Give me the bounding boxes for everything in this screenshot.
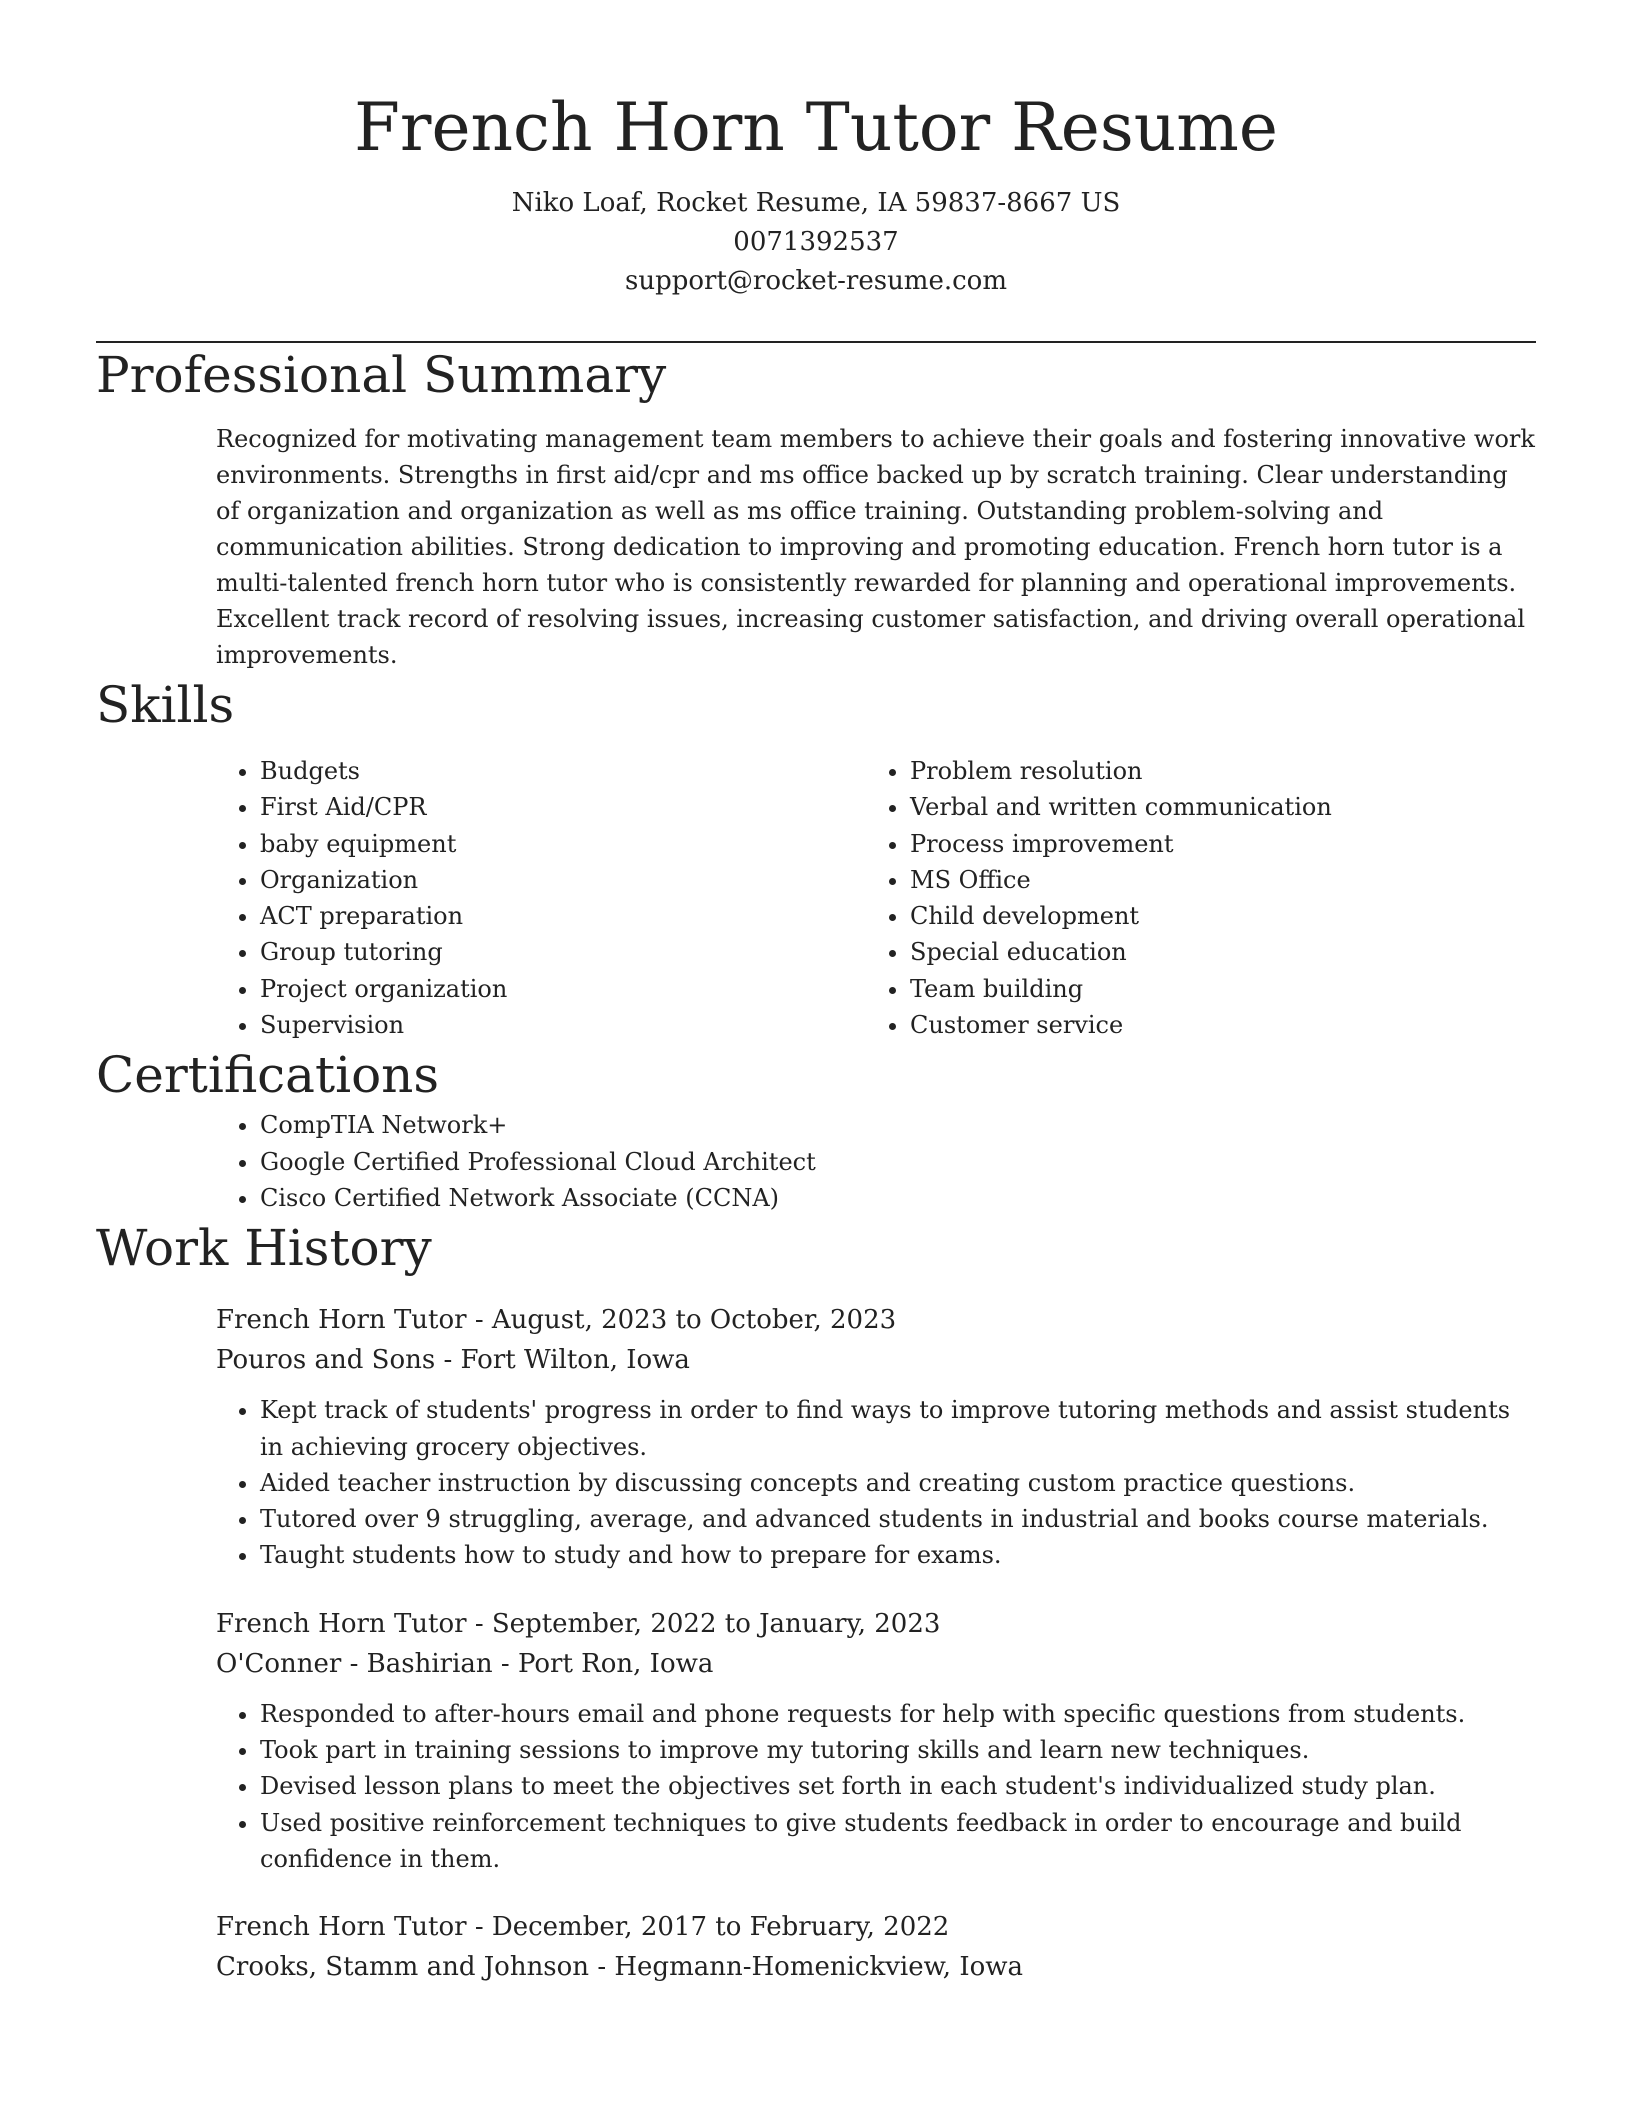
job-company-location: Crooks, Stamm and Johnson - Hegmann-Homenickview, Iowa bbox=[216, 1952, 1024, 1983]
job-bullet: • Tutored over 9 struggling, average, and advanced students in industrial and books course materials. bbox=[260, 1501, 1540, 1537]
contact-block bbox=[96, 184, 1536, 301]
job-bullets bbox=[216, 1392, 1540, 1573]
skill-item: • Verbal and written communication bbox=[910, 789, 1536, 825]
certification-item: • CompTIA Network+ bbox=[260, 1107, 1536, 1143]
skill-item: • ACT preparation bbox=[260, 898, 910, 934]
contact-email: support@rocket-resume.com bbox=[624, 266, 1007, 296]
job-company-location: Pouros and Sons - Fort Wilton, Iowa bbox=[216, 1345, 690, 1376]
certification-item: • Google Certified Professional Cloud Architect bbox=[260, 1144, 1536, 1180]
summary-heading: Professional Summary bbox=[96, 346, 667, 404]
resume-page bbox=[96, 0, 1536, 1987]
work-history-heading: Work History bbox=[96, 1219, 432, 1278]
skill-item: • Customer service bbox=[910, 1007, 1536, 1043]
skill-item: • Child development bbox=[910, 898, 1536, 934]
job-bullet: • Responded to after-hours email and phone requests for help with specific questions from students. bbox=[260, 1696, 1540, 1732]
skill-item: • Group tutoring bbox=[260, 934, 910, 970]
resume-title: French Horn Tutor Resume bbox=[354, 89, 1278, 166]
job-bullets bbox=[216, 1696, 1540, 1877]
skills-column-left bbox=[96, 753, 910, 1043]
job-title-dates: French Horn Tutor - September, 2022 to January, 2023 bbox=[216, 1608, 941, 1639]
job-bullet: • Taught students how to study and how to prepare for exams. bbox=[260, 1537, 1540, 1573]
skills-heading: Skills bbox=[96, 676, 235, 734]
skill-item: • Budgets bbox=[260, 753, 910, 789]
contact-phone: 0071392537 bbox=[733, 227, 899, 257]
skills-grid bbox=[96, 753, 1536, 1043]
skill-item: • Process improvement bbox=[910, 826, 1536, 862]
job-company-location: O'Conner - Bashirian - Port Ron, Iowa bbox=[216, 1648, 714, 1679]
job-bullet: • Aided teacher instruction by discussing concepts and creating custom practice questions. bbox=[260, 1465, 1540, 1501]
skill-item: • Organization bbox=[260, 862, 910, 898]
summary-text: Recognized for motivating management team members to achieve their goals and fostering innovative work environments. Strengths in first aid/cpr and ms office backed up by scratch training. Clear understanding of organization and organization as well as ms office training. Outstanding problem-solving and communication abilities. Strong dedication to improving and promoting education. French horn tutor is a multi-talented french horn tutor who is consistently rewarded for planning and operational improvements. Excellent track record of resolving issues, increasing customer satisfaction, and driving overall operational improvements. bbox=[216, 425, 1535, 669]
certifications-list bbox=[96, 1107, 1536, 1216]
skill-item: • Special education bbox=[910, 934, 1536, 970]
skill-item: • Team building bbox=[910, 971, 1536, 1007]
job-bullet: • Took part in training sessions to improve my tutoring skills and learn new techniques. bbox=[260, 1732, 1540, 1768]
skill-item: • Project organization bbox=[260, 971, 910, 1007]
job-title-dates: French Horn Tutor - August, 2023 to October, 2023 bbox=[216, 1305, 897, 1336]
skill-item: • Problem resolution bbox=[910, 753, 1536, 789]
certification-item: • Cisco Certified Network Associate (CCNA) bbox=[260, 1180, 1536, 1216]
job-entry bbox=[216, 1907, 1536, 1987]
job-entry bbox=[216, 1604, 1536, 1877]
job-bullet: • Kept track of students' progress in order to find ways to improve tutoring methods and assist students in achieving grocery objectives. bbox=[260, 1392, 1540, 1465]
job-title-dates: French Horn Tutor - December, 2017 to February, 2022 bbox=[216, 1912, 950, 1943]
job-bullet: • Used positive reinforcement techniques to give students feedback in order to encourage and build confidence in them. bbox=[260, 1805, 1540, 1878]
skill-item: • baby equipment bbox=[260, 826, 910, 862]
skills-column-right bbox=[910, 753, 1536, 1043]
skill-item: • First Aid/CPR bbox=[260, 789, 910, 825]
job-bullet: • Devised lesson plans to meet the objectives set forth in each student's individualized study plan. bbox=[260, 1768, 1540, 1804]
certifications-heading: Certifications bbox=[96, 1046, 440, 1105]
job-entry bbox=[216, 1300, 1536, 1573]
skill-item: • MS Office bbox=[910, 862, 1536, 898]
contact-address: Niko Loaf, Rocket Resume, IA 59837-8667 US bbox=[511, 188, 1121, 218]
skill-item: • Supervision bbox=[260, 1007, 910, 1043]
